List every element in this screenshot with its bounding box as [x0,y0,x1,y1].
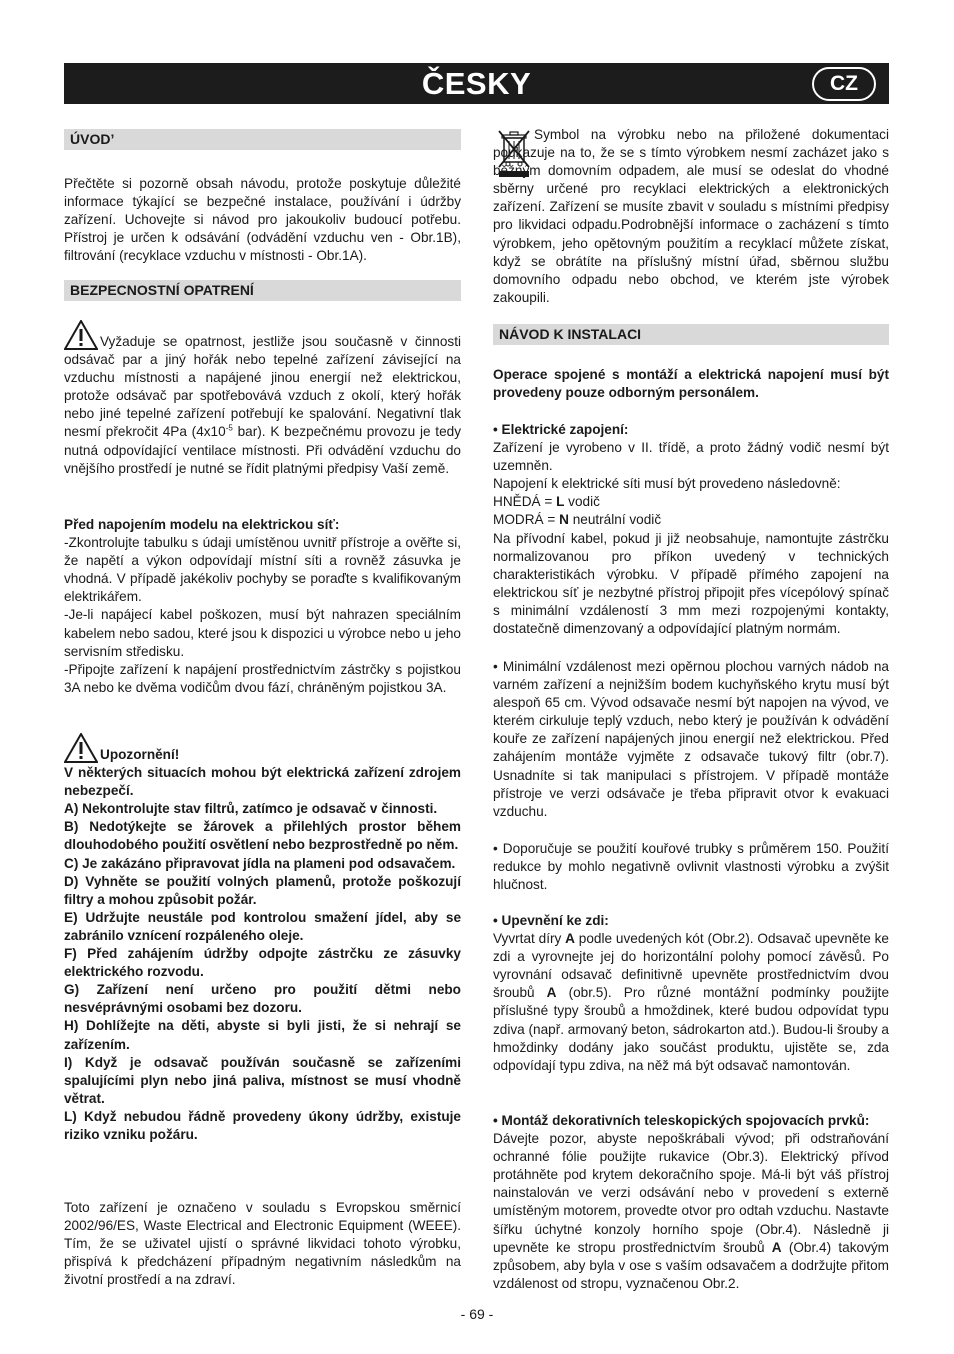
wall-mount-text [493,930,889,1075]
electrical-heading: • Elektrické zapojení: [493,422,629,437]
blue-wire-line [493,511,889,529]
wall-text-part: (obr.5). Pro různé montážní podmínky použijte příslušné typy šroubů a hmoždinek, které budou odpovídat typu zdiva (např. armovaný beton, sádrokarton atd.). Budou-li šrouby a hmoždinky dodány jako součást produktu, ujistěte se, zda odpovídají typu zdiva, na něž má být odsavač namontován. [493,985,890,1073]
wall-ref-a: A [546,985,557,1001]
decorative-text [493,1130,889,1293]
safety-paragraph [64,320,461,478]
section-heading-safety: BEZPECNOSTNÍ OPATRENÍ [64,280,461,301]
connection-item: -Připojte zařízení k napájení prostřednictvím zástrčky s pojistkou 3A nebo ke dvěma vodičům dvou fází, chráněným pojistkou 3A. [64,661,461,695]
deco-text-part: (Obr.4) takovým způsobem, aby byla v ose s vaším odsavačem a dodržujte přitom vzdálenost od stropu, vyznačenou Obr.2. [493,1239,889,1291]
warning-item: D) Vyhněte se použití volných plamenů, protože poškozují filtry a mohou způsobit požár. [64,873,461,907]
wall-mount-heading: • Upevnění ke zdi: [493,913,609,928]
page-title: ČESKY [421,66,532,101]
warning-triangle-icon [64,733,98,763]
electrical-text: Na přívodní kabel, pokud ji již neobsahuje, namontujte zástrčku normalizovanou pro příkon uvedený v technických charakteristikách výrobku. V případě přímého zapojení na elektrickou síť je nezbytné přístroj připojit přes vícepólový spínač s minimální vzdáleností 3 mm mezi rozpojenými kontakty, dostatečně dimenzovaný a odpovídající platným normám. [493,530,889,637]
wall-text-part: Vyvrtat díry [493,931,566,947]
warning-item: B) Nedotýkejte se žárovek a přilehlých prostor během dlouhodobého použití osvětlení nebo bezprostředně po něm. [64,819,461,853]
safety-exponent: -5 [225,423,233,433]
weee-paragraph: Toto zařízení je označeno v souladu s Evropskou směrnicí 2002/96/ES, Waste Electrical and Electronic Equipment (WEEE). Tím, že se uživatel ujistí o správné likvidaci tohoto výrobku, přispívá k předcházení případným negativním následkům na životní prostředí a na zdraví. [64,1200,461,1288]
deco-ref-a: A [771,1239,782,1255]
symbol-paragraph: Symbol na výrobku nebo na přiložené dokumentaci poukazuje na to, že se s tímto výrobkem nesmí zacházet jako s běžným domovním odpadem, ale musí se odeslat do vhodné sběrny určené pro recyklaci elektrických a elektronických zařízení. Zařízení se musíte zbavit v souladu s místními předpisy pro likvidaci odpadu.Podrobnější informace o zacházení s tímto výrobkem, jeho opětovným použitím a recyklací můžete získat, když se obrátíte na příslušný místní úřad, sběrnou službu domovního odpadu nebo obchod, ve kterém jste výrobek zakoupili. [493,127,889,305]
language-badge: CZ [812,67,876,101]
connection-block [64,516,461,697]
blue-label: MODRÁ = [493,512,560,528]
page-number: - 69 - [460,1306,494,1322]
connection-item: -Zkontrolujte tabulku s údaji umístěnou uvnitř přístroje a ověřte si, že napětí a výkon odpovídají místní síti a rovněž zásuvka je vhodná. V případě jakékoliv pochyby se poraďte s kvalifikovaným elektrikářem. [64,535,461,605]
warning-triangle-icon [64,320,98,350]
electrical-block [493,421,889,638]
warning-title-line [64,733,461,764]
wall-ref-a: A [565,931,575,947]
warning-item: G) Zařízení není určeno pro použití dětmi nebo nesvéprávnými osobami bez dozoru. [64,982,461,1016]
warning-item: E) Udržujte neustále pod kontrolou smažení jídel, aby se zabránilo vznícení rozpáleného oleje. [64,909,461,943]
blue-desc: neutrální vodič [568,512,662,528]
section-heading-uvod: ÚVOD’ [64,129,461,150]
install-intro: Operace spojené s montáží a elektrická napojení musí být provedeny pouze odborným personálem. [493,367,889,401]
warning-item: F) Před zahájením údržby odpojte zástrčku ze zásuvky elektrického rozvodu. [64,946,461,980]
brown-label: HNĚDÁ = [493,494,557,510]
warning-item: C) Je zakázáno připravovat jídla na plameni pod odsavačem. [64,855,456,871]
warning-item: H) Dohlížejte na děti, abyste si byli jisti, že si nehrají se zařízením. [64,1018,461,1052]
language-banner [64,63,889,104]
warning-intro: V některých situacích mohou být elektrická zařízení zdrojem nebezpečí. [64,765,461,799]
decorative-block [493,1112,889,1293]
min-distance-paragraph: • Minimální vzdálenost mezi opěrnou plochou varných nádob na varném zařízení a nejnižším bodem kuchyňského krytu musí být alespoň 65 cm. Vývod odsavače nesmí být napojen na vývod, ve kterém cirkuluje teplý vzduch, nebo který je používán k odvádění kouře ze zařízení napájených jinou energií než elektrickou. Před zahájením montáže vyjměte z odsavače tukový filtr (obr.7). Usnadníte si tak manipulaci s přístrojem. V případě montáže přístroje ve verzi odsávače je třeba připravit otvor k evakuaci vzduchu. [493,659,889,819]
decorative-heading: • Montáž dekorativních teleskopických spojovacích prvků: [493,1113,870,1128]
warning-item: L) Když nebudou řádně provedeny úkony údržby, existuje riziko vzniku požáru. [64,1108,461,1142]
warning-item: A) Nekontrolujte stav filtrů, zatímco je odsavač v činnosti. [64,801,438,817]
deco-text-part: Dávejte pozor, abyste nepoškrábali vývod; při odstraňování ochranné fólie použijte rukavice (Obr.3). Elektrický přívod protáhněte pod krytem dekoračního spoje. Má-li být váš přístroj nainstalován ve verzi odsávání nebo v provedení s externě umístěným motorem, provedte otvor pro odtah vzduchu. Nastavte šířku úchytné konzoly horního spoje (Obr.4). Následně ji upevněte ke stropu prostřednictvím šroubů [493,1131,889,1255]
pipe-paragraph: • Doporučuje se použití kouřové trubky s průměrem 150. Použití redukce by mohlo negativně ovlivnit vlastnosti výrobku a zvýšit hlučnost. [493,841,889,893]
intro-paragraph: Přečtěte si pozorně obsah návodu, protože poskytuje důležité informace týkající se bezpečné instalace, používání i údržby zařízení. Uchovejte si návod pro jakoukoliv budoucí potřebu. Přístroj je určen k odsávání (odvádění vzduchu ven - Obr.1B), filtrování (recyklace vzduchu v místnosti - Obr.1A). [64,176,461,264]
brown-code: L [556,494,565,510]
safety-text-b: bar). K bezpečnému provozu je tedy nutná odpovídající ventilace místnosti. Při odvádění vzduchu do vnějšího prostředí je nutné se řídit platnými předpisy Vaší země. [64,424,461,476]
warning-item: I) Když je odsavač používán současně se zařízeními spalujícími plyn nebo jiná paliva, místnost se musí vhodně větrat. [64,1054,461,1106]
safety-text-a: Vyžaduje se opatrnost, jestliže jsou současně v činnosti odsávač par a jiný hořák nebo tepelné zařízení závisející na vzduchu místnosti a napájené jinou energií než elektrickou, protože odsávač par spotřebovává vzduch z okolí, který hořák nebo jiné tepelné zařízení potřebují ke spalování. Negativní tlak nesmí překročit 4Pa (4x10 [64,334,461,440]
electrical-text: Zařízení je vyrobeno v II. třídě, a proto žádný vodič nesmí být uzemněn. [493,440,889,474]
brown-wire-line [493,493,889,511]
blue-code: N [559,512,569,528]
wall-mount-block [493,912,889,1075]
warning-title: Upozornění! [100,747,180,762]
warning-block [64,733,461,1144]
connection-item: -Je-li napájecí kabel poškozen, musí být nahrazen speciálním kabelem nebo sadou, které jsou k dispozici u výrobce nebo u jeho servisním středisku. [64,607,461,659]
wall-text-part: podle uvedených kót (Obr.2). Odsavač upevněte ke zdi a vyrovnejte jej do horizontální polohy pomocí závěsů. Po vyrovnání odsavač definitivně upevněte prostřednictvím dvou šroubů [493,931,889,1001]
brown-desc: vodič [564,494,600,510]
electrical-text: Napojení k elektrické síti musí být provedeno následovně: [493,476,841,492]
connection-heading: Před napojením modelu na elektrickou síť: [64,517,340,532]
section-heading-install: NÁVOD K INSTALACI [493,324,889,345]
